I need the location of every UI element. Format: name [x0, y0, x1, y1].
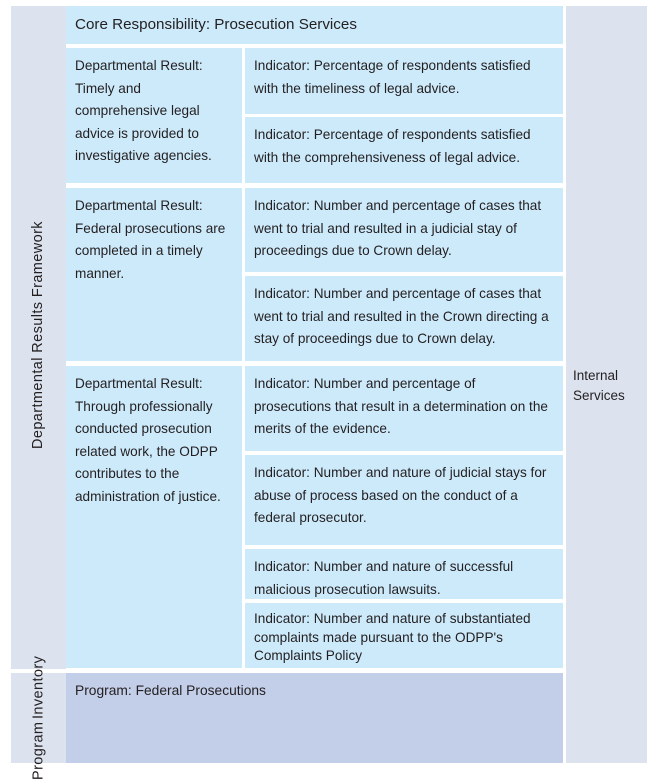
indicator-cell: Indicator: Number and nature of substantiated complaints made pursuant to the ODPP's Complaints Policy [245, 603, 563, 668]
indicator-cell: Indicator: Number and percentage of prosecutions that result in a determination on the merits of the evidence. [245, 366, 563, 451]
indicator-cell: Indicator: Percentage of respondents satisfied with the timeliness of legal advice. [245, 48, 563, 114]
internal-services-line2: Services [573, 388, 625, 403]
departmental-result-cell: Departmental Result: Federal prosecutions are completed in a timely manner. [66, 188, 242, 361]
program-inventory-label-line2: Inventory [30, 656, 47, 720]
internal-services-label [573, 366, 647, 406]
indicator-cell: Indicator: Number and nature of successful malicious prosecution lawsuits. [245, 549, 563, 599]
program-inventory-cell: Program: Federal Prosecutions [66, 673, 563, 763]
departmental-result-cell: Departmental Result: Timely and comprehensive legal advice is provided to investigative agencies. [66, 48, 242, 183]
core-responsibility-cell: Core Responsibility: Prosecution Services [66, 6, 563, 44]
program-inventory-label-line1: Program [30, 721, 47, 780]
indicator-cell: Indicator: Number and percentage of cases that went to trial and resulted in the Crown directing a stay of proceedings due to Crown delay. [245, 276, 563, 361]
indicator-cell: Indicator: Number and percentage of cases that went to trial and resulted in a judicial stay of proceedings due to Crown delay. [245, 188, 563, 272]
indicator-cell: Indicator: Percentage of respondents satisfied with the comprehensiveness of legal advice. [245, 117, 563, 183]
indicator-cell: Indicator: Number and nature of judicial stays for abuse of process based on the conduct of a federal prosecutor. [245, 455, 563, 545]
departmental-result-cell: Departmental Result: Through professionally conducted prosecution related work, the ODPP contributes to the administration of justice. [66, 366, 242, 668]
program-inventory-side-label [11, 656, 66, 780]
drf-side-label: Departmental Results Framework [30, 221, 46, 449]
internal-services-line1: Internal [573, 368, 619, 383]
